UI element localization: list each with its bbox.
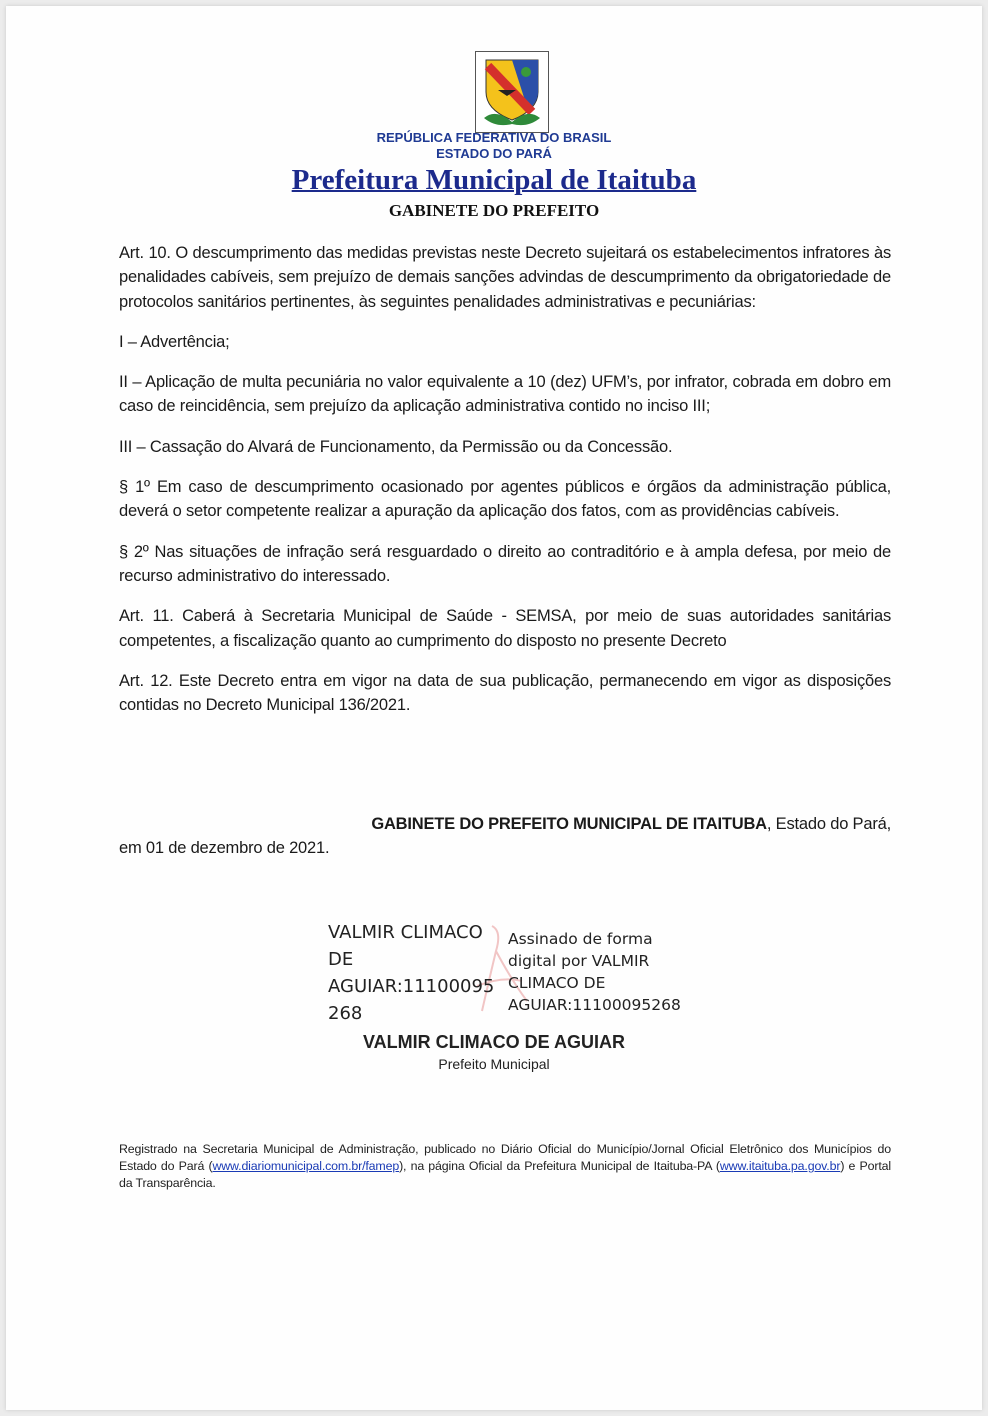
paragraph-sec-2: § 2º Nas situações de infração será resguardado o direito ao contraditório e à ampla defesa, por meio de recurso administrativo do interessado.	[119, 542, 891, 585]
paragraph-inciso-iii: III – Cassação do Alvará de Funcionamento, da Permissão ou da Concessão.	[119, 437, 673, 456]
closing-date: em 01 de dezembro de 2021.	[119, 839, 330, 857]
signature-name-block	[328, 919, 508, 1027]
closing-line	[119, 812, 891, 836]
coat-of-arms-logo	[475, 51, 549, 133]
document-page	[6, 6, 982, 1410]
country-heading: REPÚBLICA FEDERATIVA DO BRASIL	[376, 130, 612, 145]
footer-text: Registrado na Secretaria Municipal de Administração, publicado no Diário Oficial do Município/Jornal Oficial Eletrônico dos Municípios do Estado do Pará (	[119, 1142, 891, 1173]
registration-footer	[119, 1141, 891, 1191]
paragraph-art-10: Art. 10. O descumprimento das medidas previstas neste Decreto sujeitará os estabelecimentos infratores às penalidades cabíveis, sem prejuízo de demais sanções advindas de descumprimento da obrigatoriedade de protocolos sanitários pertinentes, às seguintes penalidades administrativas e pecuniárias:	[119, 244, 891, 311]
paragraph-art-11: Art. 11. Caberá à Secretaria Municipal de Saúde - SEMSA, por meio de suas autoridades sanitárias competentes, a fiscalização quanto ao cumprimento do disposto no presente Decreto	[119, 607, 891, 650]
paragraph-inciso-ii: II – Aplicação de multa pecuniária no valor equivalente a 10 (dez) UFM’s, por infrator, cobrada em dobro em caso de reincidência, sem prejuízo da aplicação administrativa contido no inciso III;	[119, 373, 891, 416]
itaituba-site-link[interactable]: www.itaituba.pa.gov.br	[719, 1158, 841, 1173]
footer-text: ) e Portal da Transparência.	[119, 1158, 891, 1190]
footer-text: ), na página Oficial da Prefeitura Municipal de Itaituba-PA (	[399, 1158, 720, 1173]
paragraph-sec-1: § 1º Em caso de descumprimento ocasionado por agentes públicos e órgãos da administração pública, deverá o setor competente realizar a apuração da aplicação dos fatos, com as providências cabíveis.	[119, 478, 891, 521]
page-title: Prefeitura Municipal de Itaituba	[291, 164, 697, 196]
paragraph-inciso-i: I – Advertência;	[119, 332, 230, 351]
closing-state: , Estado do Pará,	[766, 815, 891, 833]
signature-name-line: 268	[328, 1003, 363, 1024]
decree-body	[119, 241, 891, 733]
closing-office: GABINETE DO PREFEITO MUNICIPAL DE ITAITUBA	[371, 815, 767, 833]
signer-role: Prefeito Municipal	[438, 1056, 550, 1072]
digital-signature	[322, 919, 702, 1029]
closing-block	[119, 812, 891, 860]
signature-name-line: VALMIR CLIMACO	[328, 922, 483, 943]
signature-name-line: DE	[328, 949, 354, 970]
office-heading: GABINETE DO PREFEITO	[388, 201, 600, 220]
paragraph-art-12: Art. 12. Este Decreto entra em vigor na data de sua publicação, permanecendo em vigor as disposições contidas no Decreto Municipal 136/2021.	[119, 671, 891, 715]
signature-info-line: CLIMACO DE	[508, 974, 606, 992]
diario-municipal-link[interactable]: www.diariomunicipal.com.br/famep	[212, 1158, 400, 1173]
signature-info-line: AGUIAR:11100095268	[508, 996, 681, 1014]
signature-info-block	[508, 928, 708, 1016]
shield-icon	[476, 52, 548, 132]
signer-name: VALMIR CLIMACO DE AGUIAR	[363, 1032, 625, 1052]
signature-name-line: AGUIAR:11100095	[328, 976, 495, 997]
signature-info-line: Assinado de forma	[508, 930, 653, 948]
signature-info-line: digital por VALMIR	[508, 952, 650, 970]
state-heading: ESTADO DO PARÁ	[436, 146, 552, 161]
